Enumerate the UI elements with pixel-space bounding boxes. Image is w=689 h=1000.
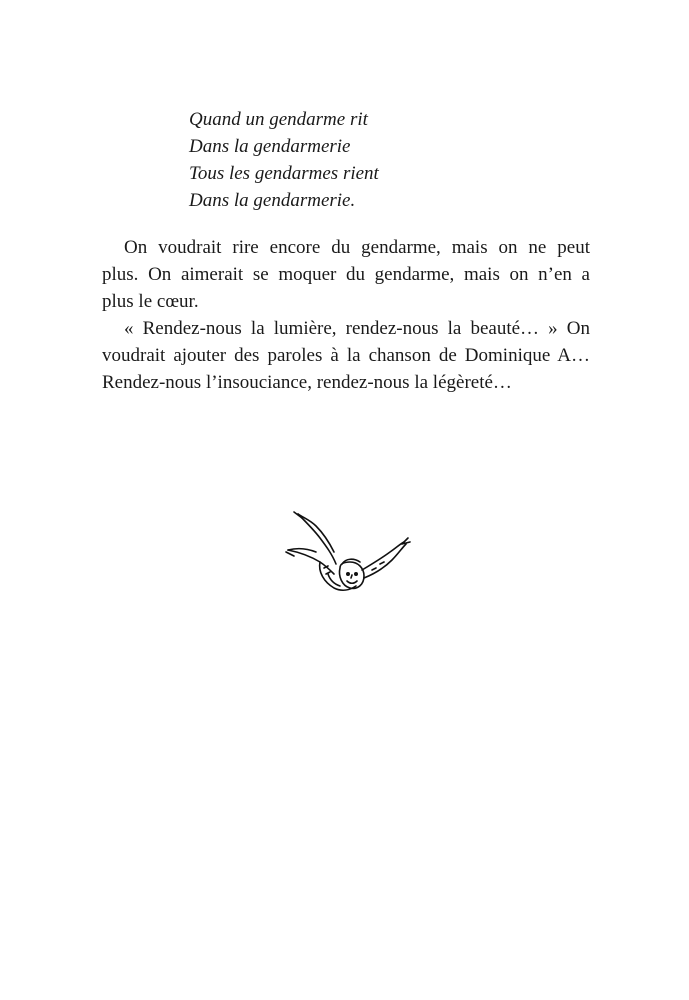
flying-gendarme-sketch-icon [284,508,412,604]
prose-body [102,234,590,396]
poem-stanza [189,106,509,214]
paragraph-line: plus. On aimerait se moquer du gendarme, mais on n’en a [102,264,590,285]
poem-line: Dans la gendarmerie. [189,190,356,211]
paragraph-line: plus le cœur. [102,291,199,312]
poem-line: Tous les gendarmes rient [189,163,379,184]
paragraph-line: Rendez-nous l’insouciance, rendez-nous la légèreté… [102,372,512,393]
paragraph-2 [102,315,590,396]
paragraph-line: voudrait ajouter des paroles à la chanson de Dominique A… [102,345,590,366]
paragraph-line: « Rendez-nous la lumière, rendez-nous la beauté… » On [124,318,590,339]
poem-line: Dans la gendarmerie [189,136,351,157]
paragraph-line: On voudrait rire encore du gendarme, mais on ne peut [124,237,590,258]
paragraph-1 [102,234,590,315]
poem-line: Quand un gendarme rit [189,109,368,130]
